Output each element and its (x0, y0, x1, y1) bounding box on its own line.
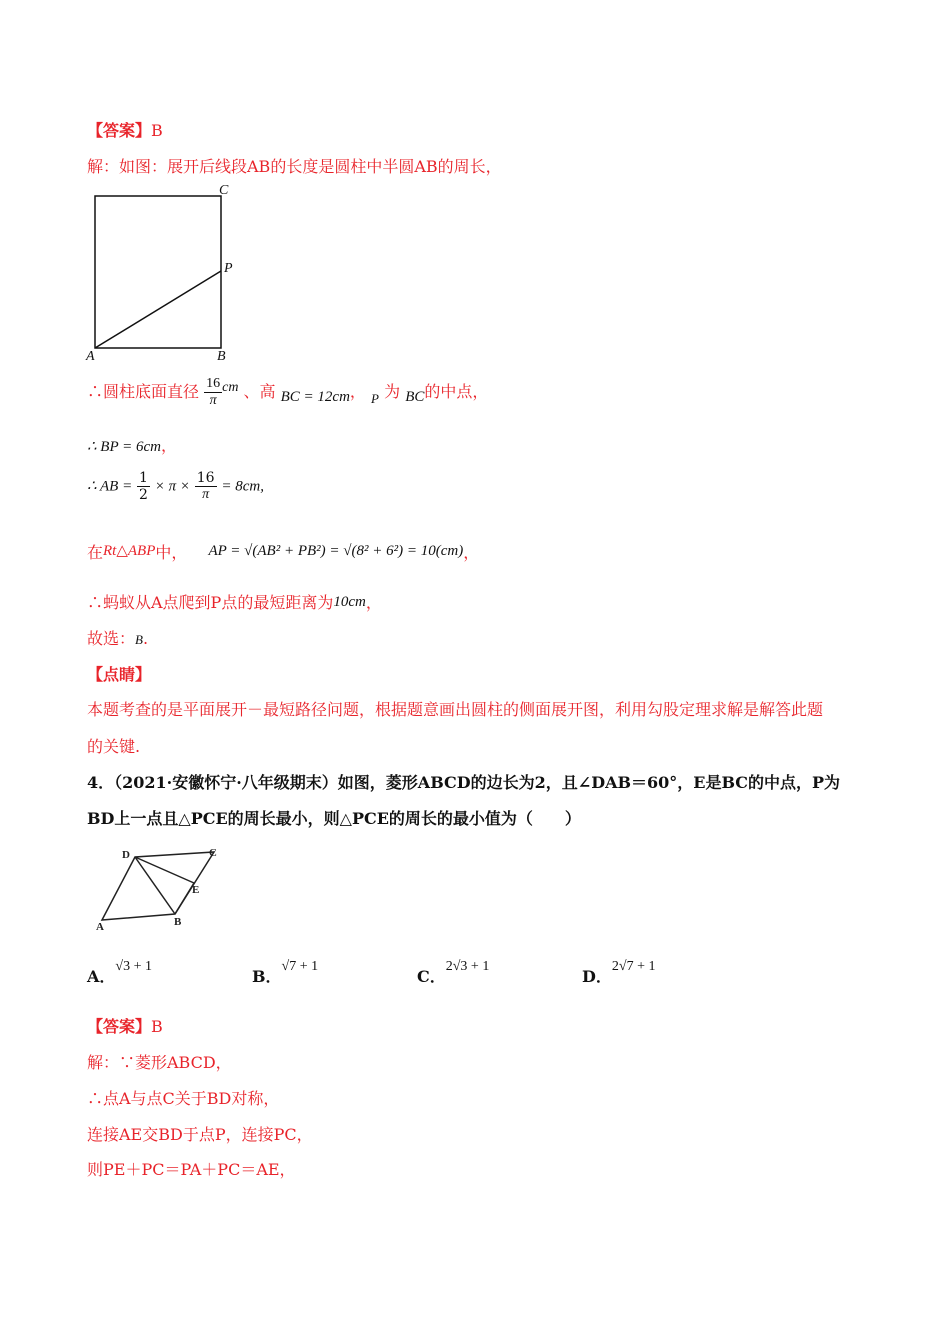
dot: . (142, 629, 149, 648)
cylinder-unfold-figure (80, 178, 250, 366)
answer-label: 【答案】 (87, 1017, 152, 1036)
q4-solution-line-4: 则PE＋PC＝PA＋PC＝AE， (87, 1160, 296, 1179)
answer-value: B (151, 1017, 163, 1036)
q4-solution-line-2: ∴点A与点C关于BD对称， (87, 1089, 280, 1108)
line6-text: ∴蚂蚁从A点爬到P点的最短距离为 (87, 593, 334, 612)
rectangle-outline (95, 196, 221, 348)
solution-line-3 (87, 433, 177, 456)
triangle-abp: Rt△ABP (103, 543, 156, 559)
option-b-label: B． (252, 967, 282, 986)
line2-wei: 为 (384, 382, 401, 401)
option-c-value: 2√3 + 1 (445, 959, 490, 974)
ab-suffix: = 8cm, (221, 478, 264, 495)
q4-solution-line-3: 连接AE交BD于点P，连接PC， (87, 1125, 313, 1144)
answer-row (87, 118, 163, 141)
pythagorean-equation: AP = √(AB² + PB²) = √(8² + 6²) = 10(cm) (208, 543, 464, 559)
fraction-16-pi-2 (195, 470, 217, 503)
solution-line-5 (87, 540, 479, 563)
zai: 在 (87, 543, 104, 562)
unit-cm: cm (222, 380, 239, 395)
fraction-16-pi (204, 376, 222, 409)
label-c: C (209, 847, 217, 859)
solution-line-2: ∴圆柱底面直径 $\frac{16}{\pi}$ cm 、高 BC = 12cm， $_P$ 为 BC的中点， (87, 376, 489, 408)
rhombus-figure (88, 842, 238, 934)
frac-num: 1 (139, 470, 148, 486)
point-p: P (371, 391, 379, 406)
line7-text: 故选： (87, 629, 136, 648)
segment-ap (95, 271, 221, 348)
option-b-value: √7 + 1 (281, 959, 319, 974)
label-b: B (174, 916, 182, 928)
question-4-line-1: 4．（2021·安徽怀宁·八年级期末）如图，菱形ABCD的边长为2，且∠DAB＝60°，E是BC的中点，P为 (87, 773, 841, 792)
option-c-label: C． (417, 967, 446, 986)
option-a-label: A． (87, 967, 116, 986)
frac-num: 16 (196, 470, 215, 486)
line2-suffix: 的中点， (424, 382, 489, 401)
answer-label: 【答案】 (87, 121, 152, 140)
frac-den: 2 (139, 487, 148, 503)
frac-num: 16 (206, 376, 221, 391)
solution-line-7 (87, 626, 148, 649)
label-a: A (86, 349, 95, 364)
frac-den: π (202, 487, 210, 502)
segment-bc: BC (405, 389, 425, 405)
option-b[interactable] (252, 955, 318, 987)
label-e: E (192, 884, 200, 896)
solution-line-4 (87, 470, 264, 503)
ab-prefix: ∴ AB = (87, 478, 133, 495)
option-c[interactable] (417, 955, 489, 987)
question-4-line-2: BD上一点且△PCE的周长最小，则△PCE的周长的最小值为（ ） (87, 809, 581, 828)
option-d[interactable] (582, 955, 655, 987)
line2-prefix: ∴圆柱底面直径 (87, 382, 200, 401)
bc-equation: BC = 12cm (280, 389, 350, 405)
label-b: B (217, 349, 226, 364)
bp-equation: ∴ BP = 6cm (87, 439, 161, 455)
label-d: D (122, 849, 130, 861)
remark-paragraph-1: 本题考查的是平面展开－最短路径问题，根据题意画出圆柱的侧面展开图，利用勾股定理求解是解答此题 (87, 700, 824, 719)
dianjing-heading: 【点睛】 (87, 665, 152, 684)
option-d-label: D． (582, 967, 612, 986)
solution-line-1: 解：如图：展开后线段AB的长度是圆柱中半圆AB的周长， (87, 157, 502, 176)
choice-value: B (135, 632, 143, 647)
fraction-half (137, 470, 150, 503)
comma: ， (463, 543, 480, 562)
distance-value: 10cm (333, 594, 366, 610)
remark-paragraph-2: 的关键. (87, 737, 141, 756)
option-a-value: √3 + 1 (115, 959, 153, 974)
comma: ， (365, 593, 382, 612)
answer-value: B (151, 121, 163, 140)
answer-row-2 (87, 1014, 163, 1037)
label-p: P (224, 261, 233, 276)
frac-den: π (209, 393, 217, 408)
solution-line-6 (87, 590, 382, 613)
option-d-value: 2√7 + 1 (611, 959, 656, 974)
label-a: A (96, 921, 104, 933)
option-a[interactable] (87, 955, 152, 987)
line2-mid: 、高 (243, 382, 276, 401)
q4-solution-line-1: 解：∵菱形ABCD， (87, 1053, 232, 1072)
ab-mid: × π × (154, 478, 190, 495)
label-c: C (219, 183, 229, 198)
comma: ， (160, 436, 177, 455)
zhong: 中， (155, 543, 188, 562)
